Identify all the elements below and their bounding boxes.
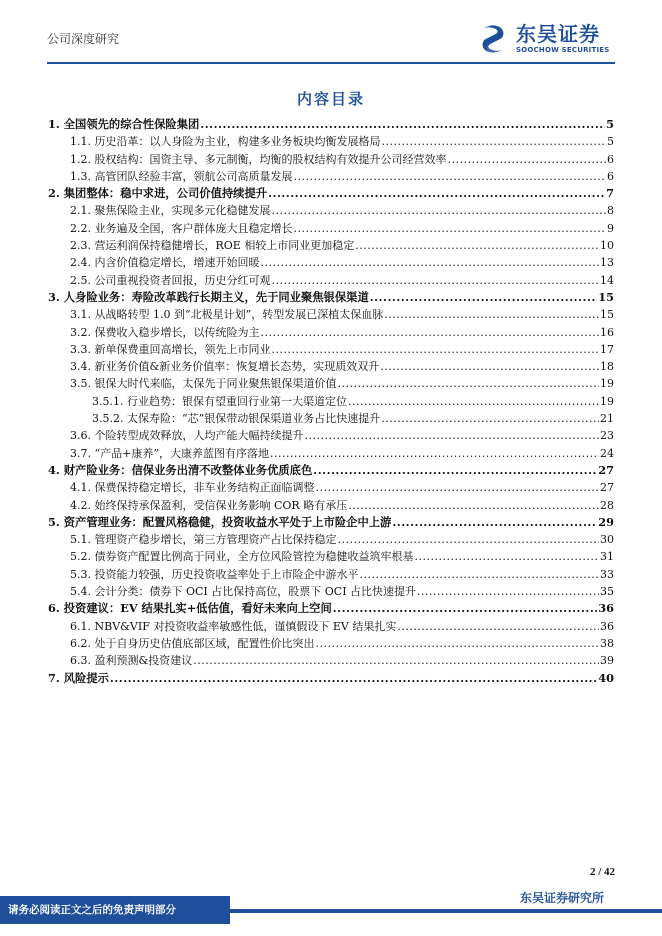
- toc-entry[interactable]: [48, 341, 614, 358]
- toc-entry-title: 5.1. 管理资产稳步增长，第三方管理资产占比保持稳定: [70, 533, 337, 547]
- toc-entry[interactable]: [48, 652, 614, 669]
- toc-entry-page: 19: [600, 394, 614, 408]
- toc-entry[interactable]: [48, 116, 614, 133]
- toc-entry-page: 27: [600, 481, 614, 495]
- toc-entry[interactable]: [48, 497, 614, 514]
- toc-entry-title: 4.2. 始终保持承保盈利，受信保业务影响 COR 略有承压: [70, 498, 348, 512]
- header-label: 公司深度研究: [47, 32, 120, 46]
- toc-title: 内容目录: [296, 90, 365, 108]
- toc-dot-leader: [110, 670, 597, 687]
- toc-entry-title: 3. 人身险业务：寿险改革践行长期主义，先于同业聚焦银保渠道: [48, 289, 369, 304]
- toc-entry-page: 15: [598, 289, 614, 304]
- toc-entry-page: 14: [600, 273, 614, 287]
- table-of-contents: [48, 116, 614, 687]
- toc-entry-page: 31: [600, 550, 614, 564]
- toc-dot-leader: [305, 427, 600, 444]
- toc-entry-page: 28: [600, 498, 614, 512]
- toc-entry-page: 18: [600, 360, 614, 374]
- toc-entry-page: 5: [606, 117, 614, 131]
- toc-entry-page: 21: [600, 412, 614, 426]
- toc-dot-leader: [261, 324, 600, 341]
- brand-logo: [476, 22, 610, 56]
- toc-entry-page: 9: [607, 221, 614, 235]
- toc-entry[interactable]: [48, 272, 614, 289]
- toc-entry-page: 38: [600, 636, 614, 650]
- toc-entry-title: 2. 集团整体：稳中求进，公司价值持续提升: [48, 186, 268, 201]
- toc-dot-leader: [294, 168, 607, 185]
- toc-entry[interactable]: [48, 151, 614, 168]
- toc-dot-leader: [348, 393, 599, 410]
- toc-entry-title: 3.3. 新单保费重回高增长，领先上市同业: [70, 342, 271, 356]
- toc-dot-leader: [316, 635, 600, 652]
- toc-entry[interactable]: [48, 289, 614, 306]
- toc-entry-title: 2.5. 公司重视投资者回报，历史分红可观: [70, 273, 271, 287]
- toc-entry[interactable]: [48, 358, 614, 375]
- toc-dot-leader: [382, 133, 607, 150]
- toc-dot-leader: [381, 410, 599, 427]
- toc-entry-title: 3.4. 新业务价值&新业务价值率：恢复增长态势，实现质效双升: [70, 360, 380, 374]
- toc-dot-leader: [384, 306, 599, 323]
- toc-entry[interactable]: [48, 237, 614, 254]
- toc-entry-page: 29: [598, 514, 614, 529]
- toc-dot-leader: [333, 600, 598, 617]
- toc-dot-leader: [261, 254, 600, 271]
- toc-entry[interactable]: [48, 583, 614, 600]
- brand-name-en: SOOCHOW SECURITIES: [516, 46, 610, 54]
- toc-entry-page: 6: [607, 169, 614, 183]
- toc-entry-title: 5. 资产管理业务：配置风格稳健，投资收益水平处于上市险企中上游: [48, 514, 392, 529]
- toc-dot-leader: [417, 583, 599, 600]
- toc-entry-title: 3.6. 个险转型成效释放，人均产能大幅持续提升: [70, 429, 304, 443]
- toc-entry-title: 2.3. 营运利润保持稳健增长，ROE 相较上市同业更加稳定: [70, 239, 355, 253]
- toc-entry-page: 8: [607, 204, 614, 218]
- toc-entry-title: 1.2. 股权结构：国资主导、多元制衡，均衡的股权结构有效提升公司经营效率: [70, 152, 447, 166]
- toc-entry[interactable]: [48, 445, 614, 462]
- toc-dot-leader: [316, 479, 600, 496]
- toc-dot-leader: [270, 445, 599, 462]
- toc-entry-page: 27: [598, 462, 614, 477]
- toc-entry[interactable]: [48, 427, 614, 444]
- toc-entry[interactable]: [48, 254, 614, 271]
- toc-entry-title: 3.5. 银保大时代来临，太保先于同业聚焦银保渠道价值: [70, 377, 337, 391]
- toc-entry-page: 30: [600, 533, 614, 547]
- toc-entry[interactable]: [48, 133, 614, 150]
- toc-dot-leader: [380, 358, 599, 375]
- toc-entry[interactable]: [48, 220, 614, 237]
- toc-dot-leader: [447, 151, 606, 168]
- toc-entry-title: 5.2. 债券资产配置比例高于同业，全方位风险管控为稳健收益筑牢根基: [70, 550, 414, 564]
- toc-entry-page: 6: [607, 152, 614, 166]
- toc-entry[interactable]: [48, 202, 614, 219]
- toc-dot-leader: [338, 375, 600, 392]
- toc-entry-title: 3.7. “产品+康养”，大康养蓝图有序落地: [70, 446, 269, 460]
- toc-entry[interactable]: [48, 618, 614, 635]
- toc-entry-title: 1.1. 历史沿革：以人身险为主业，构建多业务板块均衡发展格局: [70, 135, 381, 149]
- toc-entry-page: 23: [600, 429, 614, 443]
- toc-entry-page: 17: [600, 342, 614, 356]
- toc-dot-leader: [348, 497, 599, 514]
- toc-entry-title: 6. 投资建议：EV 结果扎实+低估值，看好未来向上空间: [48, 601, 332, 616]
- brand-name-cn: 东吴证券: [516, 22, 600, 46]
- toc-entry-title: 3.5.1. 行业趋势：银保有望重回行业第一大渠道定位: [92, 394, 347, 408]
- footer-org: 东吴证券研究所: [519, 891, 604, 905]
- toc-dot-leader: [268, 185, 605, 202]
- toc-dot-leader: [415, 548, 600, 565]
- toc-entry-page: 24: [600, 446, 614, 460]
- toc-entry-title: 2.1. 聚焦保险主业，实现多元化稳健发展: [70, 204, 271, 218]
- toc-entry-title: 1.3. 高管团队经验丰富，领航公司高质量发展: [70, 169, 293, 183]
- toc-entry-page: 40: [598, 670, 614, 685]
- footer-divider: [230, 909, 662, 913]
- toc-entry-title: 5.3. 投资能力较强，历史投资收益率处于上市险企中游水平: [70, 567, 359, 581]
- toc-entry[interactable]: [48, 375, 614, 392]
- toc-dot-leader: [360, 566, 600, 583]
- toc-dot-leader: [294, 220, 607, 237]
- toc-dot-leader: [313, 462, 597, 479]
- toc-entry[interactable]: [48, 479, 614, 496]
- toc-entry-page: 19: [600, 377, 614, 391]
- toc-dot-leader: [370, 289, 598, 306]
- toc-entry-title: 3.5.2. 太保寿险：“芯”银保带动银保渠道业务占比快速提升: [92, 412, 381, 426]
- toc-entry[interactable]: [48, 635, 614, 652]
- toc-entry-title: 4.1. 保费保持稳定增长，非车业务结构正面临调整: [70, 481, 315, 495]
- toc-entry-page: 10: [600, 239, 614, 253]
- toc-entry-page: 7: [606, 186, 614, 201]
- toc-entry-page: 36: [598, 601, 614, 616]
- toc-dot-leader: [355, 237, 599, 254]
- toc-dot-leader: [193, 652, 599, 669]
- toc-dot-leader: [200, 116, 605, 133]
- toc-entry-title: 1. 全国领先的综合性保险集团: [48, 117, 200, 131]
- toc-entry[interactable]: [48, 670, 614, 687]
- toc-entry-page: 15: [600, 308, 614, 322]
- toc-entry-title: 6.3. 盈利预测&投资建议: [70, 654, 193, 668]
- toc-entry-page: 16: [600, 325, 614, 339]
- toc-entry-title: 3.1. 从战略转型 1.0 到“北极星计划”，转型发展已深植太保血脉: [70, 308, 384, 322]
- toc-entry-title: 2.4. 内含价值稳定增长，增速开始回暖: [70, 256, 260, 270]
- toc-entry[interactable]: [48, 410, 614, 427]
- toc-dot-leader: [338, 531, 600, 548]
- toc-entry-page: 13: [600, 256, 614, 270]
- toc-dot-leader: [392, 514, 597, 531]
- toc-entry-title: 3.2. 保费收入稳步增长，以传统险为主: [70, 325, 260, 339]
- toc-entry-title: 6.2. 处于自身历史估值底部区域，配置性价比突出: [70, 636, 315, 650]
- toc-entry[interactable]: [48, 185, 614, 202]
- toc-entry[interactable]: [48, 462, 614, 479]
- toc-entry[interactable]: [48, 306, 614, 323]
- toc-entry-title: 5.4. 会计分类：债券下 OCI 占比保持高位，股票下 OCI 占比快速提升: [70, 585, 417, 599]
- toc-entry[interactable]: [48, 566, 614, 583]
- toc-entry-title: 6.1. NBV&VIF 对投资收益率敏感性低，谨慎假设下 EV 结果扎实: [70, 619, 397, 633]
- page-number: 2 / 42: [589, 866, 615, 878]
- header-divider: [47, 62, 615, 64]
- toc-entry-title: 7. 风险提示: [48, 670, 109, 685]
- toc-entry[interactable]: [48, 393, 614, 410]
- brand-logo-icon: [476, 22, 510, 56]
- toc-entry-page: 39: [600, 654, 614, 668]
- toc-entry-title: 4. 财产险业务：信保业务出清不改整体业务优质底色: [48, 462, 313, 477]
- toc-entry-title: 2.2. 业务遍及全国，客户群体庞大且稳定增长: [70, 221, 293, 235]
- toc-entry[interactable]: [48, 324, 614, 341]
- toc-entry-page: 5: [607, 135, 614, 149]
- toc-entry[interactable]: [48, 548, 614, 565]
- toc-entry-page: 33: [600, 567, 614, 581]
- toc-entry[interactable]: [48, 514, 614, 531]
- toc-entry[interactable]: [48, 168, 614, 185]
- toc-entry[interactable]: [48, 531, 614, 548]
- toc-dot-leader: [272, 202, 607, 219]
- footer-disclaimer: 请务必阅读正文之后的免责声明部分: [0, 896, 230, 924]
- toc-entry-page: 35: [600, 585, 614, 599]
- toc-entry[interactable]: [48, 600, 614, 617]
- toc-dot-leader: [272, 272, 600, 289]
- toc-entry-page: 36: [600, 619, 614, 633]
- toc-dot-leader: [272, 341, 600, 358]
- toc-dot-leader: [397, 618, 599, 635]
